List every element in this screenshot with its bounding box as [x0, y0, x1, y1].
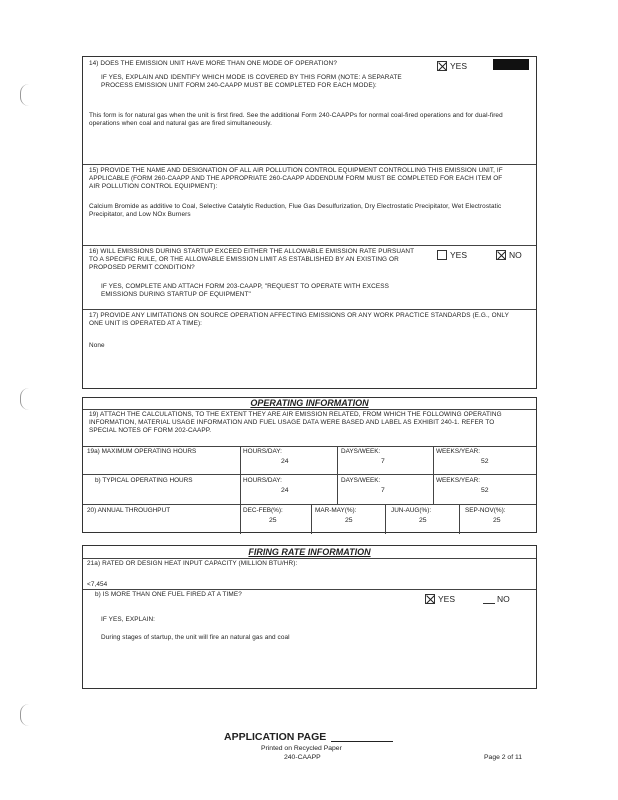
- max-days-week-label: DAYS/WEEK:: [341, 448, 381, 455]
- q21b-no-label: NO: [497, 594, 510, 604]
- firing-rate-header: FIRING RATE INFORMATION: [248, 547, 371, 557]
- operating-information-header: OPERATING INFORMATION: [250, 398, 369, 408]
- max-weeks-year-cell-border: [433, 446, 434, 474]
- throughput-row-divider: [83, 504, 536, 505]
- q16-divider: [83, 245, 536, 246]
- binder-hole-middle: [20, 388, 29, 410]
- q15-divider: [83, 164, 536, 165]
- typ-hours-day-cell-border: [240, 474, 241, 504]
- q21b-explain-label: IF YES, EXPLAIN:: [101, 616, 156, 623]
- dec-feb-label: DEC-FEB(%):: [243, 507, 283, 514]
- max-hours-day-label: HOURS/DAY:: [243, 448, 282, 455]
- firing-rate-information-box: [82, 545, 537, 689]
- q16-yes-label: YES: [450, 250, 468, 260]
- q21b-divider: [83, 589, 536, 590]
- sep-nov-label: SEP-NOV(%):: [465, 507, 506, 514]
- typ-days-week-value[interactable]: 7: [381, 487, 385, 494]
- mar-may-value[interactable]: 25: [345, 517, 353, 524]
- q21b-yes-label: YES: [438, 594, 456, 604]
- typ-weeks-year-cell-border: [433, 474, 434, 504]
- typ-hours-label: b) TYPICAL OPERATING HOURS: [95, 477, 193, 484]
- max-hours-day-value[interactable]: 24: [281, 458, 289, 465]
- q14-redaction-block: [493, 59, 529, 70]
- jun-aug-cell-border: [385, 504, 386, 534]
- q14-instruction: IF YES, EXPLAIN AND IDENTIFY WHICH MODE IS COVERED BY THIS FORM (NOTE: A SEPARATE PROCESS EMISSION UNIT FORM 240-CAAPP MUST BE COMPLETED FOR EACH MODE):: [101, 74, 402, 89]
- jun-aug-label: JUN-AUG(%):: [391, 507, 432, 514]
- dec-feb-value[interactable]: 25: [269, 517, 277, 524]
- jun-aug-value[interactable]: 25: [419, 517, 427, 524]
- q16-yes-checkbox[interactable]: [437, 250, 447, 260]
- q17-question: 17) PROVIDE ANY LIMITATIONS ON SOURCE OPERATION AFFECTING EMISSIONS OR ANY WORK PRACTICE STANDARDS (E.G., ONLY ONE UNIT IS OPERATED AT A TIME):: [89, 312, 509, 327]
- q14-answer: This form is for natural gas when the unit is first fired. See the additional Form 240-CAAPPs for normal coal-fired operations and for dual-fired operations when coal and natural gas are fired simultaneously.: [89, 112, 503, 127]
- max-hours-day-cell-border: [240, 446, 241, 474]
- q16-no-label: NO: [509, 250, 522, 260]
- q21a-question: 21a) RATED OR DESIGN HEAT INPUT CAPACITY (MILLION BTU/HR):: [87, 560, 298, 567]
- form-number: 240-CAAPP: [284, 754, 321, 761]
- typ-days-week-label: DAYS/WEEK:: [341, 477, 381, 484]
- emission-unit-questions-box: [82, 56, 537, 389]
- q21b-no-checkbox[interactable]: [483, 603, 495, 604]
- typ-weeks-year-label: WEEKS/YEAR:: [436, 477, 481, 484]
- q16-instruction: IF YES, COMPLETE AND ATTACH FORM 203-CAAPP, "REQUEST TO OPERATE WITH EXCESS EMISSIONS DURING STARTUP OF EQUIPMENT": [101, 283, 389, 298]
- typ-weeks-year-value[interactable]: 52: [481, 487, 489, 494]
- q21b-question: b) IS MORE THAN ONE FUEL FIRED AT A TIME?: [95, 591, 242, 598]
- max-hours-label: 19a) MAXIMUM OPERATING HOURS: [87, 448, 197, 455]
- q16-no-checkbox[interactable]: [496, 250, 506, 260]
- sep-nov-cell-border: [459, 504, 460, 534]
- q15-question: 15) PROVIDE THE NAME AND DESIGNATION OF ALL AIR POLLUTION CONTROL EQUIPMENT CONTROLLING THIS EMISSION UNIT, IF APPLICABLE (FORM 260-CAAPP AND THE APPROPRIATE 260-CAAPP ADDENDUM FORM MUST BE COMPLETED FOR EACH ITEM OF AIR POLLUTION CONTROL EQUIPMENT):: [89, 167, 503, 190]
- max-weeks-year-label: WEEKS/YEAR:: [436, 448, 481, 455]
- dec-feb-cell-border: [240, 504, 241, 534]
- max-weeks-year-value[interactable]: 52: [481, 458, 489, 465]
- q14-question: 14) DOES THE EMISSION UNIT HAVE MORE THAN ONE MODE OF OPERATION?: [89, 60, 337, 67]
- q16-question: 16) WILL EMISSIONS DURING STARTUP EXCEED EITHER THE ALLOWABLE EMISSION RATE PURSUANT TO A SPECIFIC RULE, OR THE ALLOWABLE EMISSION LIMIT AS ESTABLISHED BY AN EXISTING OR PROPOSED PERMIT CONDITION?: [89, 248, 415, 271]
- firing-header-divider: [83, 558, 536, 559]
- operating-header-divider: [83, 409, 536, 410]
- binder-hole-top: [20, 84, 29, 106]
- binder-hole-bottom: [20, 704, 29, 726]
- throughput-label: 20) ANNUAL THROUGHPUT: [87, 507, 171, 514]
- q21b-explain-value[interactable]: During stages of startup, the unit will fire an natural gas and coal: [101, 634, 290, 641]
- max-days-week-cell-border: [337, 446, 338, 474]
- q14-yes-label: YES: [450, 61, 468, 71]
- typ-hours-day-label: HOURS/DAY:: [243, 477, 282, 484]
- mar-may-label: MAR-MAY(%):: [315, 507, 357, 514]
- max-hours-row-divider: [83, 446, 536, 447]
- q17-answer: None: [89, 342, 105, 349]
- recycled-paper-note: Printed on Recycled Paper: [261, 745, 342, 752]
- page-number: Page 2 of 11: [484, 754, 523, 761]
- max-days-week-value[interactable]: 7: [381, 458, 385, 465]
- typ-hours-day-value[interactable]: 24: [281, 487, 289, 494]
- q21b-yes-checkbox[interactable]: [425, 594, 435, 604]
- application-page-label: APPLICATION PAGE: [224, 731, 327, 743]
- operating-information-box: [82, 397, 537, 533]
- typ-hours-row-divider: [83, 474, 536, 475]
- q15-answer: Calcium Bromide as additive to Coal, Selective Catalytic Reduction, Flue Gas Desulfurization, Dry Electrostatic Precipitator, Wet Electrostatic Precipitator, and Low NOx Burners: [89, 203, 502, 218]
- typ-days-week-cell-border: [337, 474, 338, 504]
- q14-yes-checkbox[interactable]: [437, 61, 447, 71]
- mar-may-cell-border: [311, 504, 312, 534]
- q19-instruction: 19) ATTACH THE CALCULATIONS, TO THE EXTENT THEY ARE AIR EMISSION RELATED, FROM WHICH THE FOLLOWING OPERATING INFORMATION, MATERIAL USAGE INFORMATION AND FUEL USAGE DATA WERE BASED AND LABEL AS EXHIBIT 240-1. REFER TO SPECIAL NOTES OF FORM 202-CAAPP.: [89, 411, 502, 434]
- sep-nov-value[interactable]: 25: [493, 517, 501, 524]
- application-page-blank: [331, 741, 393, 742]
- q21a-capacity-value[interactable]: <7,454: [87, 581, 108, 588]
- q17-divider: [83, 309, 536, 310]
